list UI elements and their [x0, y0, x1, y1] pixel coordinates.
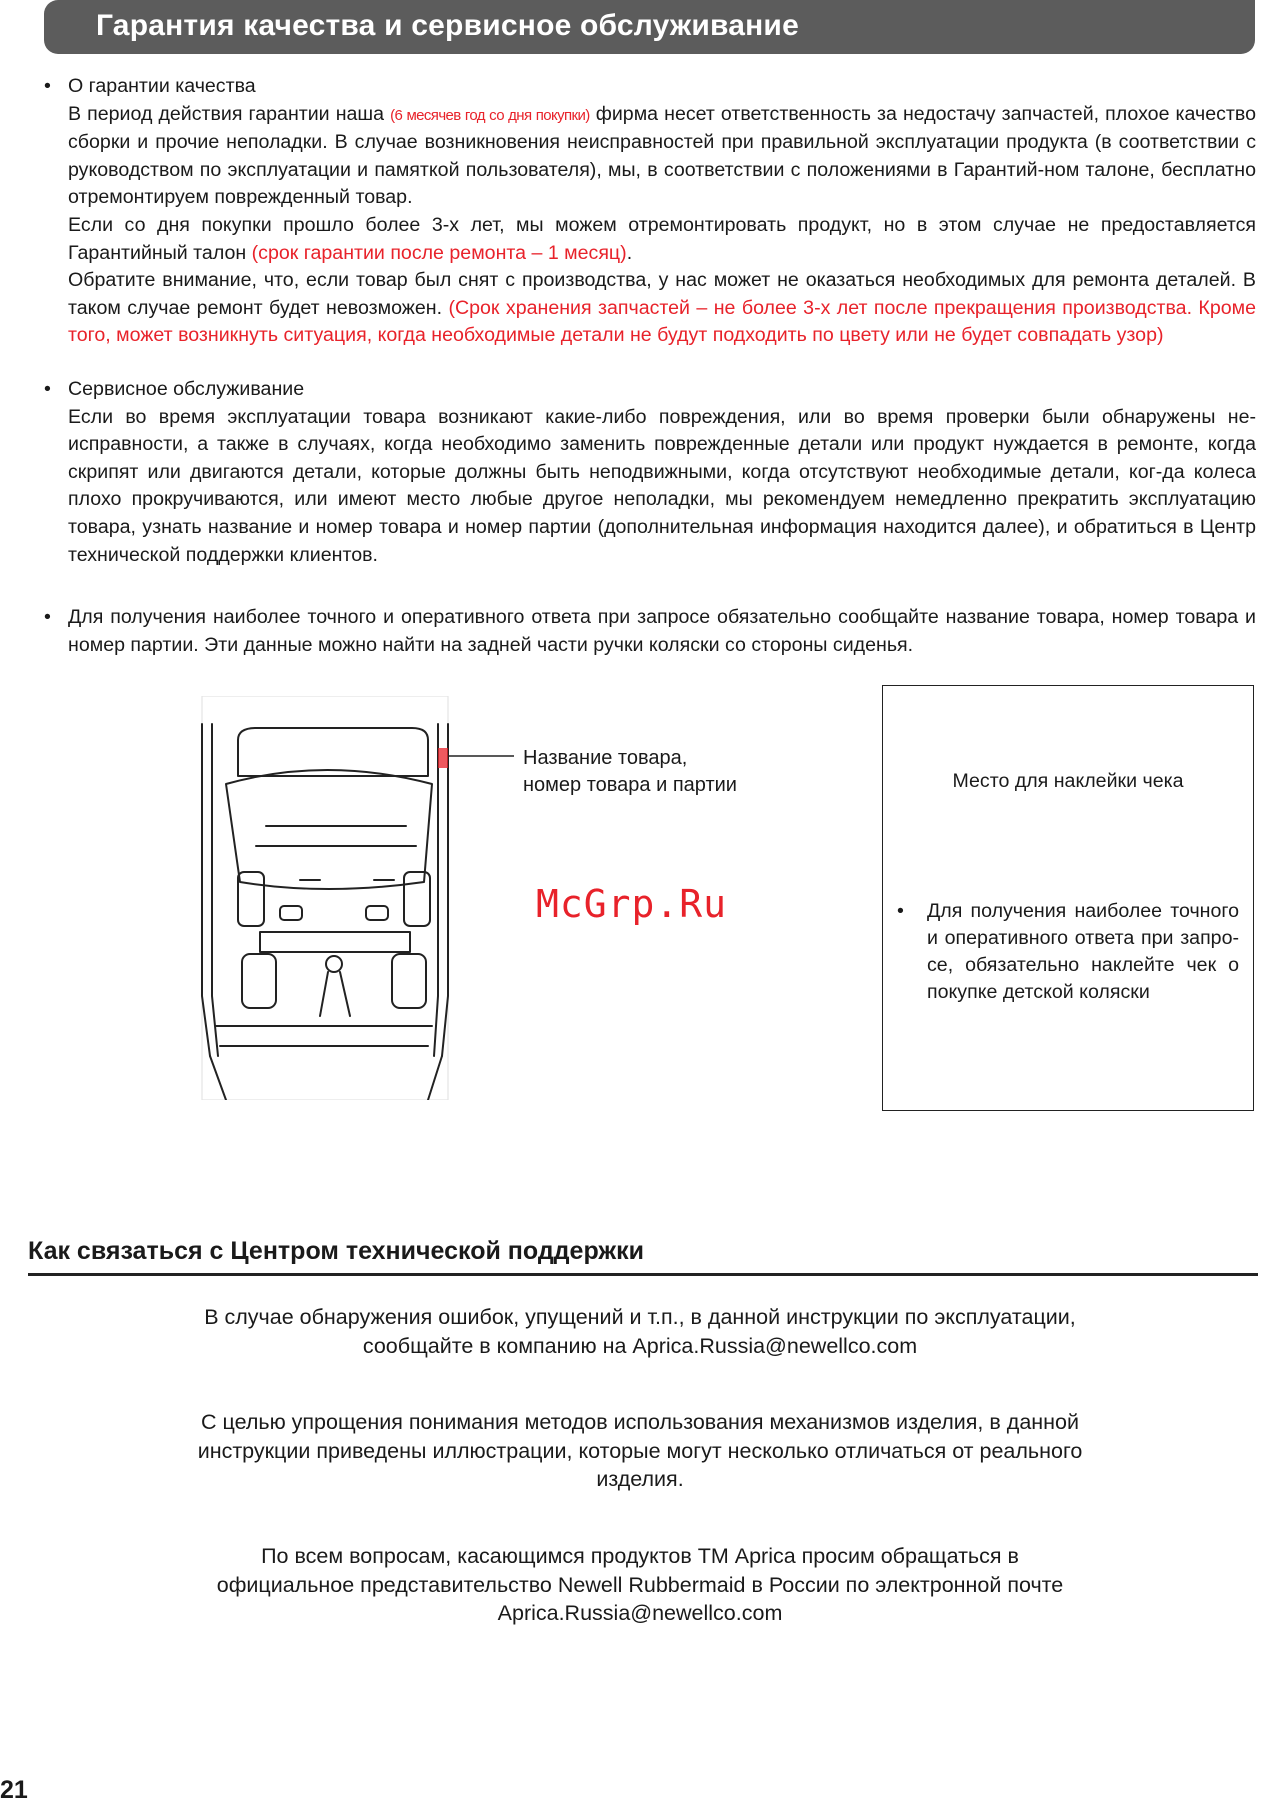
contact-divider — [28, 1273, 1258, 1276]
receipt-box-title: Место для наклейки чека — [952, 770, 1184, 792]
receipt-note-text: Для получения наиболее точного и оперативного ответа при запро-се, обязательно наклейте чек о покупке детской коляски — [927, 900, 1239, 1003]
receipt-note — [897, 898, 1239, 1006]
callout-label — [523, 745, 737, 799]
warranty-paragraph-2: Если со дня покупки прошло более 3-х лет, мы можем отремонтировать продукт, но в этом случае не предоставляется Гарантийный талон (срок гарантии после ремонта – 1 месяц). — [68, 213, 1256, 264]
bullet: • — [44, 75, 51, 97]
buckle — [326, 956, 342, 972]
contact-paragraph-2: С целью упрощения понимания методов использования механизмов изделия, в данной инструкции приведены иллюстрации, которые могут несколько отличаться от реального изделия. — [197, 1410, 1083, 1491]
info-note-section — [44, 604, 1256, 659]
repair-warranty-note: (срок гарантии после ремонта – 1 месяц) — [251, 241, 627, 264]
warranty-paragraph-1: В период действия гарантии наша (6 месячев год со дня покупки) фирма несет ответственность за недостачу запчастей, плохое качество сборки и прочие неполадки. В случае возникновения неисправностей при правильной эксплуатации продукта (в соответствии с руководством по эксплуатации и памяткой пользователя), мы, в соответствии с положениями в Гарантий-ном талоне, бесплатно отремонтируем поврежденный товар. — [68, 102, 1256, 209]
service-paragraph: Если во время эксплуатации товара возникают какие-либо повреждения, или во время проверки были обнаружены не-исправности, а также в случаях, когда необходимо заменить поврежденные детали или продукт нуждается в ремонте, когда скрипят или двигаются детали, которые должны быть неподвижными, когда отсутствуют необходимые детали, ког-да колеса плохо прокручиваются, или имеют место любые другое неполадки, мы рекомендуем немедленно прекратить эксплуатацию товара, узнать название и номер товара и номер партии (дополнительная информация находится далее), и обратиться в Центр технической поддержки клиентов. — [68, 405, 1256, 566]
right-harness-pad — [404, 872, 430, 926]
receipt-sticker-box — [882, 685, 1254, 1111]
seat-bar — [260, 932, 410, 952]
bullet: • — [897, 900, 904, 922]
lower-frame — [216, 1026, 432, 1046]
info-note-text: Для получения наиболее точного и оперативного ответа при запросе обязательно сообщайте название товара, номер товара и номер партии. Эти данные можно найти на задней части ручки коляски со стороны сиденья. — [68, 606, 1256, 656]
service-section — [44, 376, 1256, 569]
warranty-period-note: (6 месячев год со дня покупки) — [390, 106, 590, 124]
page-number: 21 — [0, 1776, 28, 1804]
section-header-banner — [44, 0, 1255, 54]
bullet: • — [44, 606, 51, 628]
callout-line-2: номер товара и партии — [523, 774, 737, 796]
warranty-paragraph-3: Обратите внимание, что, если товар был снят с производства, у нас может не оказаться необходимых для ремонта деталей. В таком случае ремонт будет невозможен. (Срок хранения запчастей – не более 3-х лет после прекращения производства. Кроме того, может возникнуть ситуация, когда необходимые детали не будут подходить по цвету или не будет совпадать узор) — [68, 269, 1256, 347]
bullet: • — [44, 378, 51, 400]
section-title: Гарантия качества и сервисное обслуживание — [96, 9, 799, 42]
left-harness-pad — [238, 872, 264, 926]
label-tag — [438, 748, 448, 768]
spare-parts-note: (Срок хранения запчастей – не более 3-х лет после прекращения производства. Кроме того, может возникнуть ситуация, когда необходимые детали не будут подходить по цвету или не будет совпадать узор) — [68, 296, 1256, 347]
left-outer-frame — [202, 724, 210, 1056]
callout-line-1: Название товара, — [523, 747, 688, 769]
right-outer-frame — [442, 724, 448, 1056]
contact-paragraph-1: В случае обнаружения ошибок, упущений и т.п., в данной инструкции по эксплуатации, сообщайте в компанию на Aprica.Russia@newellco.com — [204, 1305, 1076, 1358]
canopy — [238, 728, 428, 776]
contact-heading: Как связаться с Центром технической поддержки — [28, 1237, 645, 1265]
service-label: Сервисное обслуживание — [68, 378, 305, 400]
contact-paragraph-3: По всем вопросам, касающимся продуктов ТМ Aprica просим обращаться в официальное представительство Newell Rubbermaid в России по электронной почте Aprica.Russia@newellco.com — [216, 1544, 1064, 1625]
warranty-label: О гарантии качества — [68, 75, 256, 97]
warranty-section — [44, 73, 1256, 350]
watermark: McGrp.Ru — [536, 882, 728, 926]
